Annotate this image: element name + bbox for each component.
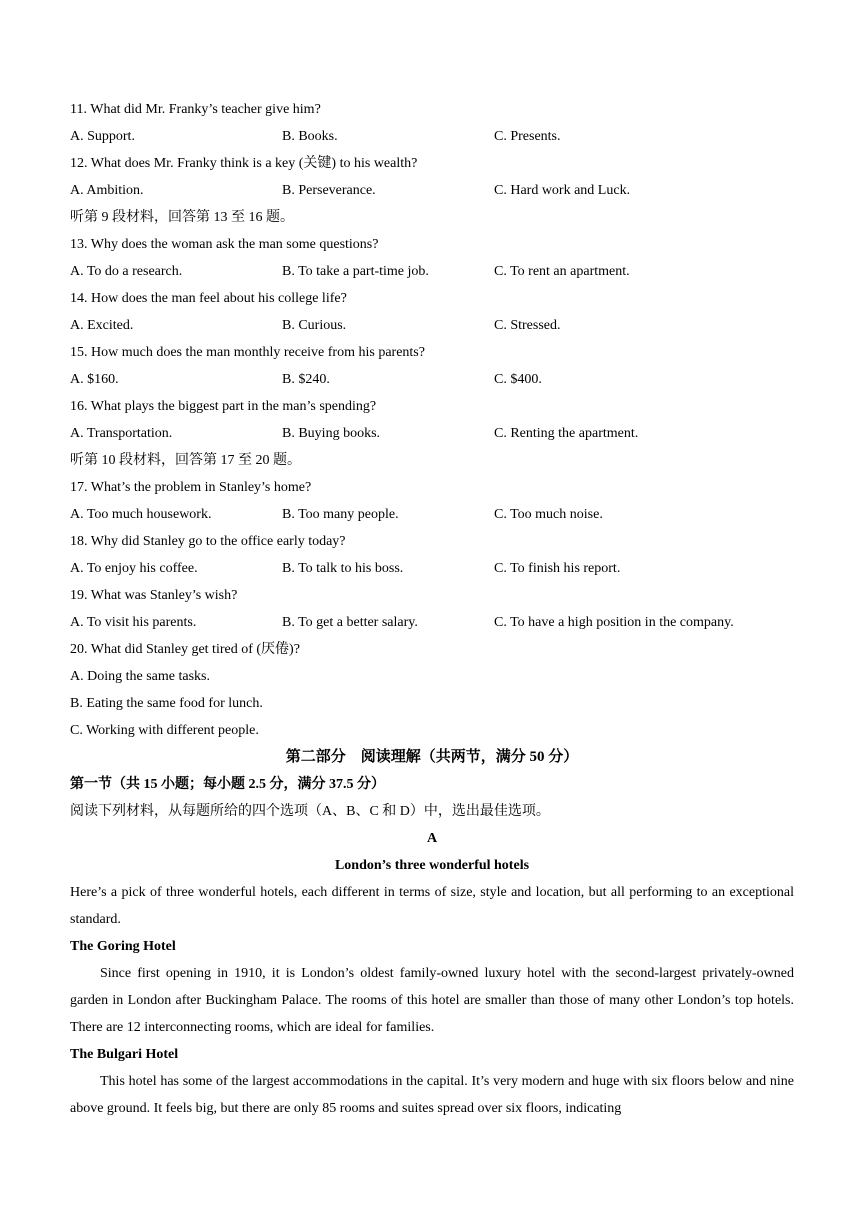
option-b: B. To take a part-time job. xyxy=(282,264,429,279)
question-stem: 16. What plays the biggest part in the man’s spending? xyxy=(70,399,377,414)
options-row xyxy=(70,258,794,285)
option-a: A. Too much housework. xyxy=(70,507,212,522)
option-c: C. Stressed. xyxy=(494,318,561,333)
option-c: C. $400. xyxy=(494,372,542,387)
section-one-heading: 第一节（共 15 小题；每小题 2.5 分，满分 37.5 分） xyxy=(70,777,385,792)
option-b: B. Too many people. xyxy=(282,507,399,522)
option-c: C. To finish his report. xyxy=(494,561,621,576)
question-stem: 13. Why does the woman ask the man some questions? xyxy=(70,237,379,252)
options-row xyxy=(70,177,794,204)
listening-instruction: 听第 9 段材料，回答第 13 至 16 题。 xyxy=(70,210,294,225)
option-b: B. $240. xyxy=(282,372,330,387)
option-b: B. Books. xyxy=(282,129,338,144)
option-b: B. To talk to his boss. xyxy=(282,561,404,576)
listening-instruction: 听第 10 段材料，回答第 17 至 20 题。 xyxy=(70,453,301,468)
option-b: B. Curious. xyxy=(282,318,347,333)
question-stem: 19. What was Stanley’s wish? xyxy=(70,588,238,603)
options-row xyxy=(70,555,794,582)
option-c: C. Presents. xyxy=(494,129,561,144)
hotel-heading-bulgari: The Bulgari Hotel xyxy=(70,1047,179,1062)
option-b: B. Perseverance. xyxy=(282,183,376,198)
option-c: C. To rent an apartment. xyxy=(494,264,630,279)
option-a: A. Excited. xyxy=(70,318,134,333)
passage-intro: Here’s a pick of three wonderful hotels, each different in terms of size, style and location, but all performing to an exceptional standard. xyxy=(70,885,794,927)
question-stem: 18. Why did Stanley go to the office early today? xyxy=(70,534,346,549)
hotel-paragraph-bulgari: This hotel has some of the largest accommodations in the capital. It’s very modern and huge with six floors below and nine above ground. It feels big, but there are only 85 rooms and suites spread over six floors, indicating xyxy=(70,1074,794,1116)
options-row xyxy=(70,420,794,447)
question-stem: 17. What’s the problem in Stanley’s home? xyxy=(70,480,312,495)
hotel-heading-goring: The Goring Hotel xyxy=(70,939,176,954)
question-stem: 20. What did Stanley get tired of (厌倦)? xyxy=(70,642,300,657)
option-a: A. To visit his parents. xyxy=(70,615,197,630)
option-b: B. Buying books. xyxy=(282,426,381,441)
question-stem: 12. What does Mr. Franky think is a key (关键) to his wealth? xyxy=(70,156,418,171)
option-a: A. To do a research. xyxy=(70,264,183,279)
option-c: C. Renting the apartment. xyxy=(494,426,639,441)
options-row xyxy=(70,501,794,528)
option-c: C. Working with different people. xyxy=(70,723,259,738)
option-a: A. Transportation. xyxy=(70,426,173,441)
question-stem: 14. How does the man feel about his college life? xyxy=(70,291,347,306)
reading-instruction: 阅读下列材料，从每题所给的四个选项（A、B、C 和 D）中，选出最佳选项。 xyxy=(70,804,550,819)
question-stem: 11. What did Mr. Franky’s teacher give him? xyxy=(70,102,321,117)
passage-title: London’s three wonderful hotels xyxy=(334,858,530,873)
page-content xyxy=(70,96,794,1122)
hotel-paragraph-goring: Since first opening in 1910, it is London’s oldest family-owned luxury hotel with the second-largest privately-owned garden in London after Buckingham Palace. The rooms of this hotel are smaller than those of many other London’s top hotels. There are 12 interconnecting rooms, which are ideal for families. xyxy=(70,966,794,1035)
options-row xyxy=(70,123,794,150)
option-a: A. Ambition. xyxy=(70,183,144,198)
option-c: C. To have a high position in the company. xyxy=(494,615,734,630)
passage-letter: A xyxy=(426,831,438,846)
part-two-title: 第二部分 阅读理解（共两节，满分 50 分） xyxy=(285,749,579,765)
options-row xyxy=(70,366,794,393)
option-a: A. Doing the same tasks. xyxy=(70,669,210,684)
option-b: B. Eating the same food for lunch. xyxy=(70,696,263,711)
option-c: C. Hard work and Luck. xyxy=(494,183,631,198)
options-row xyxy=(70,312,794,339)
option-c: C. Too much noise. xyxy=(494,507,603,522)
option-a: A. To enjoy his coffee. xyxy=(70,561,198,576)
question-stem: 15. How much does the man monthly receive from his parents? xyxy=(70,345,425,360)
option-a: A. Support. xyxy=(70,129,135,144)
options-row xyxy=(70,609,794,636)
option-a: A. $160. xyxy=(70,372,119,387)
option-b: B. To get a better salary. xyxy=(282,615,418,630)
